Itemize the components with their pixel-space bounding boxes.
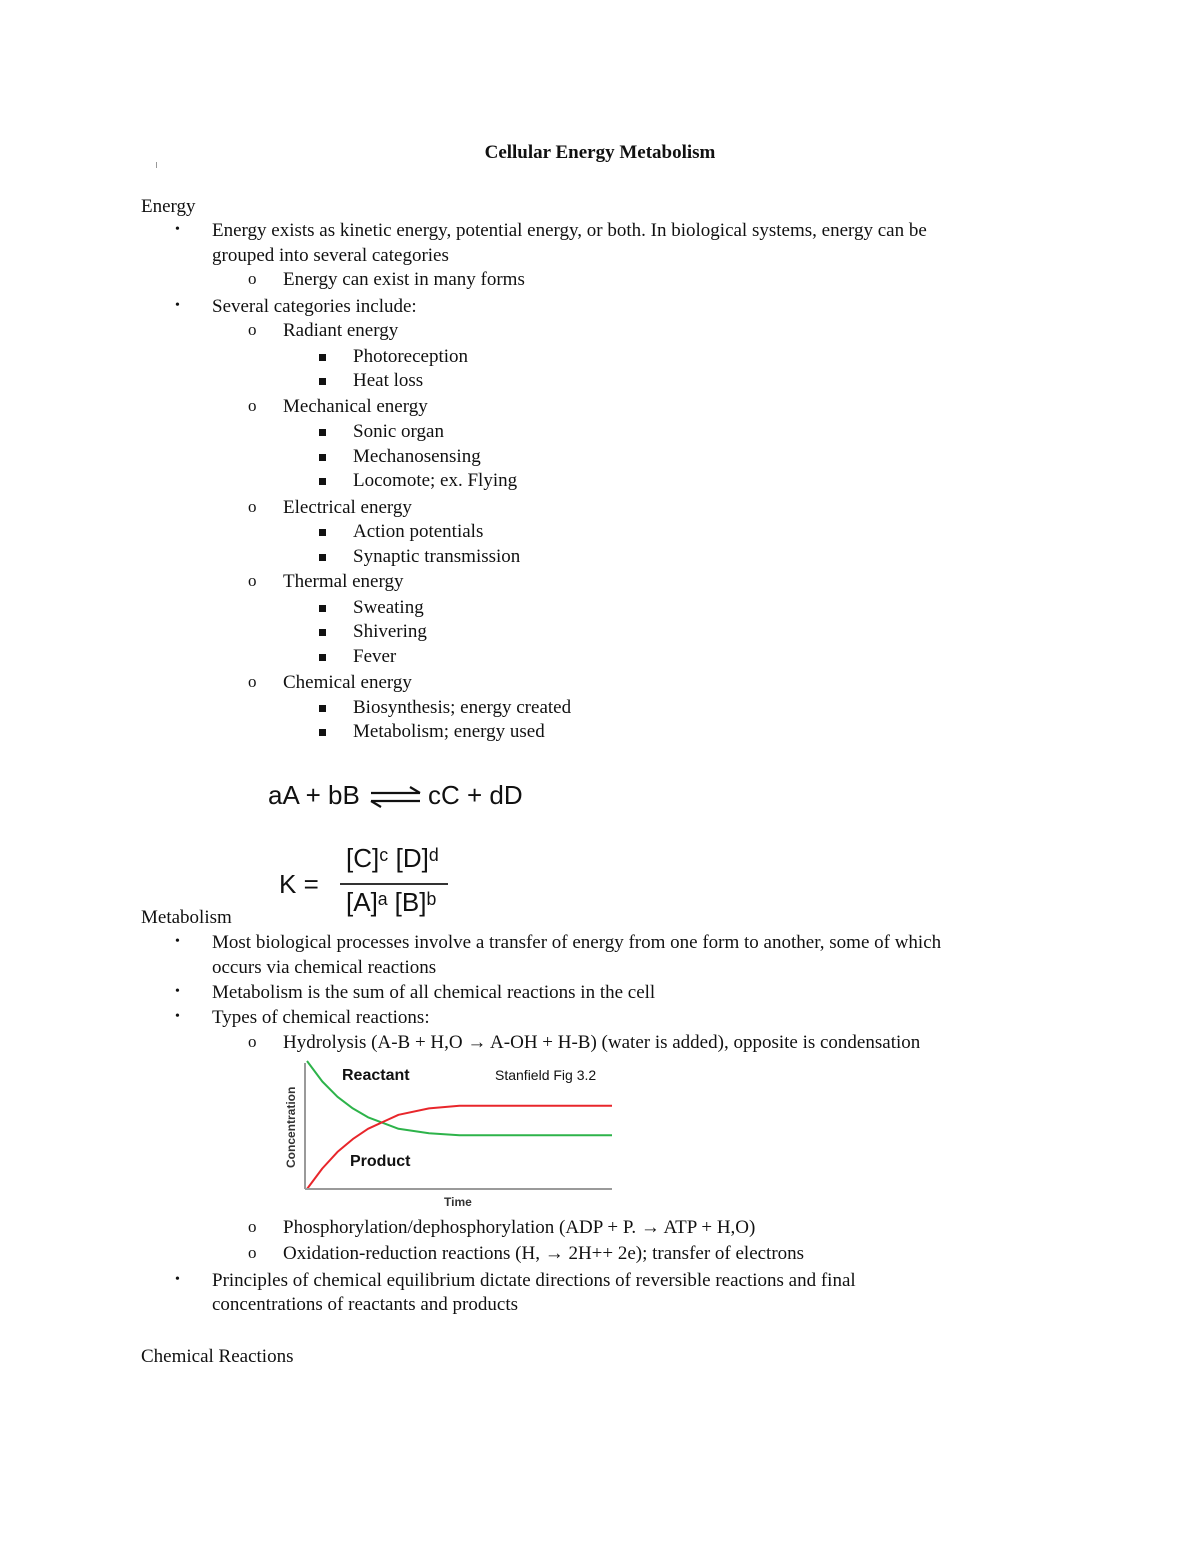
circle-bullet-icon: o	[248, 497, 257, 516]
square-bullet-icon	[319, 529, 326, 536]
chemical-reactions-heading: Chemical Reactions	[141, 1346, 294, 1367]
circle-bullet-icon: o	[248, 672, 257, 691]
energy-heading: Energy	[141, 196, 196, 217]
product-annotation: Product	[350, 1153, 411, 1170]
chemical-subitem: Metabolism; energy used	[353, 721, 545, 742]
reaction-right-side: cC + dD	[428, 780, 523, 810]
categories-bullet: Several categories include:	[212, 296, 417, 317]
radiant-energy-item: Radiant energy	[283, 320, 399, 341]
k-numerator: [C]ᶜ [D]ᵈ	[346, 843, 439, 873]
equilibrium-arrows-icon	[368, 786, 424, 808]
oxidation-reduction-item: Oxidation-reduction reactions (H, → 2H++ 2e); transfer of electrons	[283, 1243, 805, 1264]
circle-bullet-icon: o	[248, 1217, 257, 1236]
square-bullet-icon	[319, 454, 326, 461]
metabolism-bullet-1-line-1: Most biological processes involve a transfer of energy from one form to another, some of which	[212, 932, 942, 953]
circle-bullet-icon: o	[248, 571, 257, 590]
bullet-icon: •	[175, 222, 180, 237]
energy-bullet-1-line-1: Energy exists as kinetic energy, potential energy, or both. In biological systems, energy can be	[212, 220, 927, 241]
product-series-line	[307, 1106, 612, 1189]
square-bullet-icon	[319, 729, 326, 736]
metabolism-bullet-2: Metabolism is the sum of all chemical reactions in the cell	[212, 982, 656, 1003]
k-label: K =	[279, 869, 319, 899]
radiant-subitem: Photoreception	[353, 346, 469, 367]
square-bullet-icon	[319, 629, 326, 636]
thermal-energy-item: Thermal energy	[283, 571, 404, 592]
mechanical-subitem: Locomote; ex. Flying	[353, 470, 518, 491]
energy-forms-subitem: Energy can exist in many forms	[283, 269, 525, 290]
energy-bullet-1-line-2: grouped into several categories	[212, 245, 449, 266]
square-bullet-icon	[319, 478, 326, 485]
bullet-icon: •	[175, 1272, 180, 1287]
k-denominator: [A]ᵃ [B]ᵇ	[346, 887, 437, 917]
square-bullet-icon	[319, 705, 326, 712]
bullet-icon: •	[175, 298, 180, 313]
square-bullet-icon	[319, 429, 326, 436]
radiant-subitem: Heat loss	[353, 370, 424, 391]
bullet-icon: •	[175, 984, 180, 999]
bullet-icon: •	[175, 934, 180, 949]
metabolism-bullet-4-line-2: concentrations of reactants and products	[212, 1294, 518, 1315]
electrical-subitem: Action potentials	[353, 521, 484, 542]
circle-bullet-icon: o	[248, 269, 257, 288]
square-bullet-icon	[319, 378, 326, 385]
square-bullet-icon	[319, 354, 326, 361]
metabolism-bullet-1-line-2: occurs via chemical reactions	[212, 957, 437, 978]
reaction-left-side: aA + bB	[268, 780, 360, 810]
chemical-energy-item: Chemical energy	[283, 672, 412, 693]
square-bullet-icon	[319, 654, 326, 661]
fraction-bar	[340, 883, 448, 885]
square-bullet-icon	[319, 605, 326, 612]
y-axis-label: Concentration	[284, 1086, 298, 1168]
square-bullet-icon	[319, 554, 326, 561]
circle-bullet-icon: o	[248, 320, 257, 339]
circle-bullet-icon: o	[248, 1243, 257, 1262]
electrical-subitem: Synaptic transmission	[353, 546, 521, 567]
mechanical-subitem: Mechanosensing	[353, 446, 481, 467]
hydrolysis-item: Hydrolysis (A-B + H,O → A-OH + H-B) (water is added), opposite is condensation	[283, 1032, 921, 1053]
metabolism-bullet-3: Types of chemical reactions:	[212, 1007, 430, 1028]
reactant-annotation: Reactant	[342, 1067, 410, 1084]
mechanical-energy-item: Mechanical energy	[283, 396, 428, 417]
thermal-subitem: Sweating	[353, 597, 424, 618]
circle-bullet-icon: o	[248, 1032, 257, 1051]
electrical-energy-item: Electrical energy	[283, 497, 412, 518]
metabolism-heading: Metabolism	[141, 907, 232, 928]
chart-title: Stanfield Fig 3.2	[495, 1067, 597, 1083]
mechanical-subitem: Sonic organ	[353, 421, 444, 442]
x-axis-label: Time	[444, 1195, 472, 1209]
circle-bullet-icon: o	[248, 396, 257, 415]
document-title: Cellular Energy Metabolism	[484, 142, 716, 163]
metabolism-bullet-4-line-1: Principles of chemical equilibrium dictate directions of reversible reactions and final	[212, 1270, 856, 1291]
thermal-subitem: Shivering	[353, 621, 427, 642]
phosphorylation-item: Phosphorylation/dephosphorylation (ADP + P. → ATP + H,O)	[283, 1217, 756, 1238]
reaction-concentration-chart	[280, 1055, 620, 1215]
thermal-subitem: Fever	[353, 646, 397, 667]
bullet-icon: •	[175, 1009, 180, 1024]
chemical-subitem: Biosynthesis; energy created	[353, 697, 572, 718]
margin-mark	[156, 162, 157, 168]
